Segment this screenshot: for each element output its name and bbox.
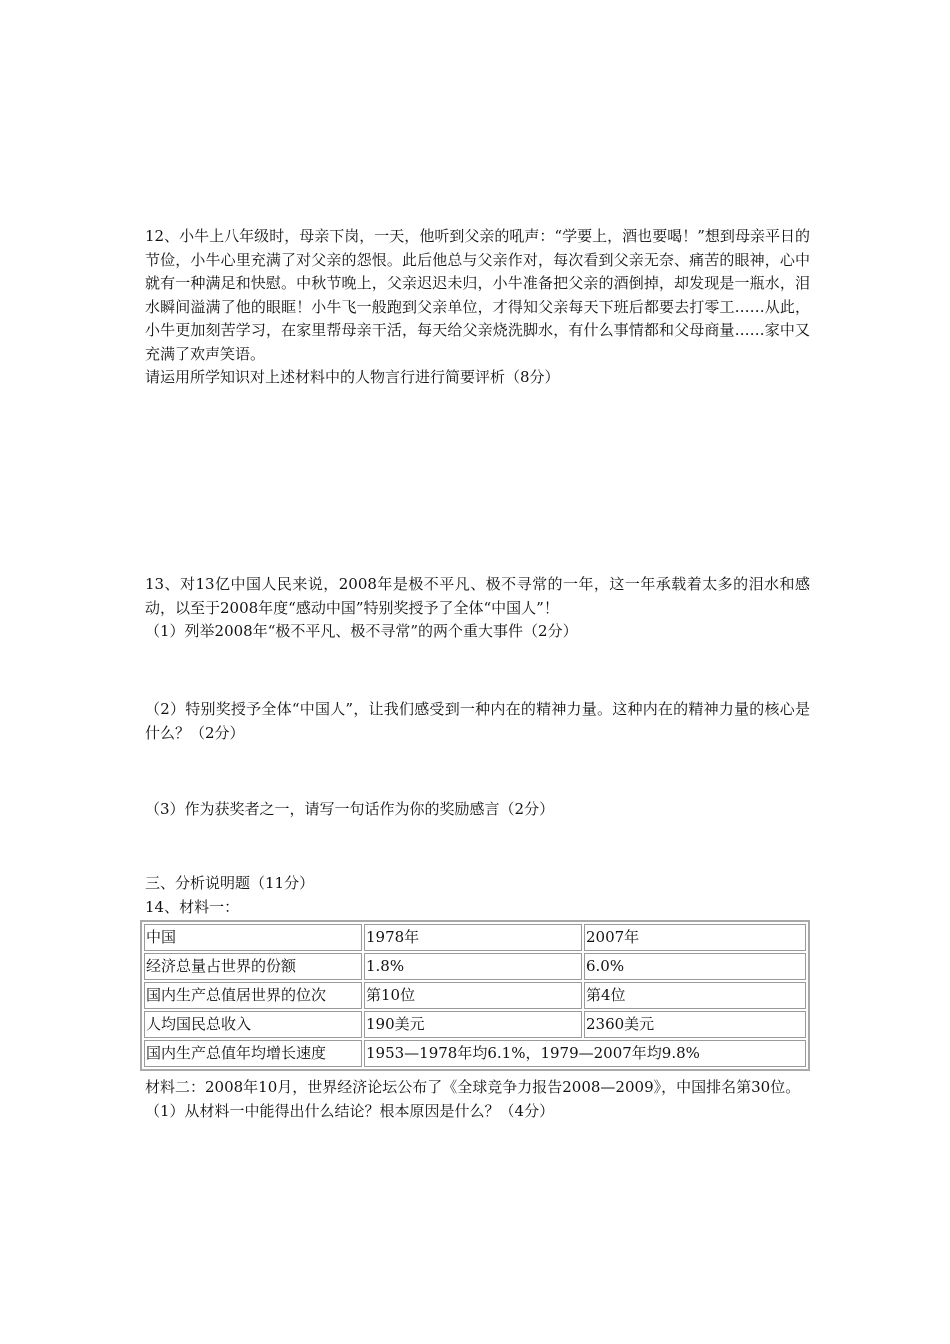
table-cell-merged: 1953—1978年均6.1%，1979—2007年均9.8% [364, 1040, 806, 1067]
table-cell: 中国 [144, 924, 362, 951]
table-cell: 1978年 [364, 924, 582, 951]
q13-sub1: （1）列举2008年“极不平凡、极不寻常”的两个重大事件（2分） [145, 622, 578, 640]
question-13 [145, 573, 810, 644]
section-3-header [145, 872, 810, 919]
table-cell: 经济总量占世界的份额 [144, 953, 362, 980]
table-row [144, 1011, 806, 1038]
material-2-text: 材料二：2008年10月，世界经济论坛公布了《全球竞争力报告2008—2009》，中国排名第30位。 [145, 1078, 801, 1096]
table-row [144, 982, 806, 1009]
table-cell: 190美元 [364, 1011, 582, 1038]
q12-paragraph: 12、小牛上八年级时，母亲下岗，一天，他听到父亲的吼声：“学要上，酒也要喝！”想到母亲平日的节俭，小牛心里充满了对父亲的怨恨。此后他总与父亲作对，每次看到父亲无奈、痛苦的眼神，心中就有一种满足和快慰。中秋节晚上，父亲迟迟未归，小牛准备把父亲的酒倒掉，却发现是一瓶水，泪水瞬间溢满了他的眼眶！小牛飞一般跑到父亲单位，才得知父亲每天下班后都要去打零工……从此，小牛更加刻苦学习，在家里帮母亲干活，每天给父亲烧洗脚水，有什么事情都和父母商量……家中又充满了欢声笑语。 [145, 227, 810, 363]
table-cell: 2360美元 [584, 1011, 806, 1038]
table-row [144, 924, 806, 951]
table-cell: 第10位 [364, 982, 582, 1009]
table-cell: 国内生产总值年均增长速度 [144, 1040, 362, 1067]
q13-sub3: （3）作为获奖者之一，请写一句话作为你的奖励感言（2分） [145, 800, 555, 818]
table-cell: 2007年 [584, 924, 806, 951]
material-1-table [140, 920, 810, 1071]
section-3-heading: 三、分析说明题（11分） [145, 874, 315, 892]
table-row [144, 1040, 806, 1067]
material-2-block [145, 1076, 810, 1123]
q14-sub1: （1）从材料一中能得出什么结论？根本原因是什么？（4分） [145, 1101, 555, 1120]
question-13-part2 [145, 698, 810, 745]
table-cell: 第4位 [584, 982, 806, 1009]
q13-sub2: （2）特别奖授予全体“中国人”，让我们感受到一种内在的精神力量。这种内在的精神力量的核心是什么？（2分） [145, 700, 810, 742]
question-12 [145, 225, 810, 390]
q14-label: 14、材料一： [145, 897, 240, 916]
table-cell: 1.8% [364, 953, 582, 980]
q13-paragraph: 13、对13亿中国人民来说，2008年是极不平凡、极不寻常的一年，这一年承载着太多的泪水和感动，以至于2008年度“感动中国”特别奖授予了全体“中国人”！ [145, 575, 810, 617]
q12-question: 请运用所学知识对上述材料中的人物言行进行简要评析（8分） [145, 368, 560, 386]
table-cell: 6.0% [584, 953, 806, 980]
table-cell: 国内生产总值居世界的位次 [144, 982, 362, 1009]
table-row [144, 953, 806, 980]
table-cell: 人均国民总收入 [144, 1011, 362, 1038]
question-13-part3 [145, 798, 810, 822]
